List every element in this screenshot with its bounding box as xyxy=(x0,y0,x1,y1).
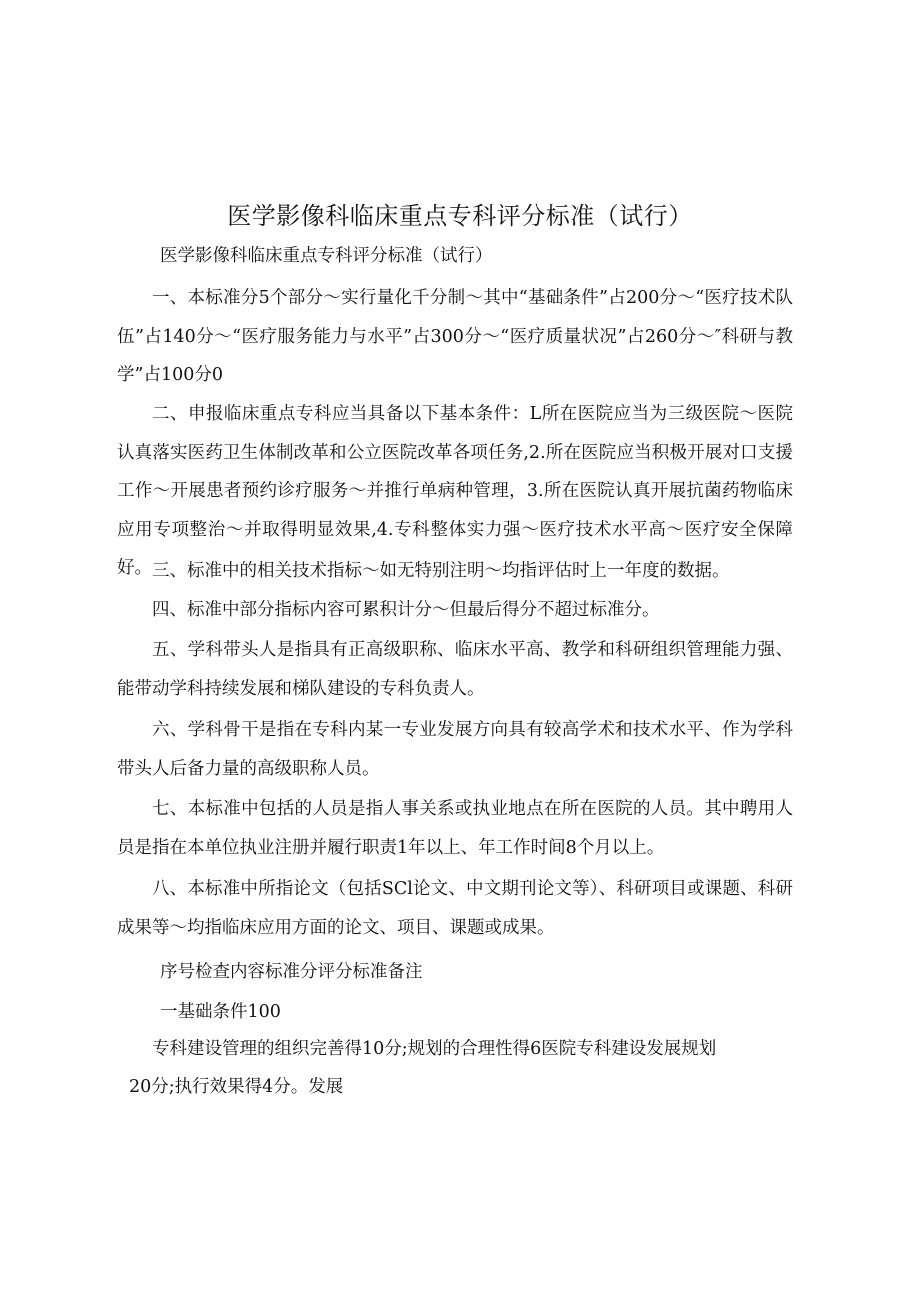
table-header-line: 序号检查内容标准分评分标准备注 xyxy=(160,962,423,982)
paragraph-discipline-leader: 五、学科带头人是指具有正高级职称、临床水平高、教学和科研组织管理能力强、能带动学科持续发展和梯队建设的专科负责人。 xyxy=(117,640,793,699)
paragraph-cumulative-scoring: 四、标准中部分指标内容可累积计分～但最后得分不超过标准分。 xyxy=(152,600,660,620)
table-row-line-2: 20分;执行效果得4分。发展 xyxy=(129,1077,344,1097)
paragraph-scoring-parts: 一、本标准分5个部分～实行量化千分制～其中“基础条件”占200分～“医疗技术队伍”占140分～“医疗服务能力与水平”占300分～“医疗质量状况”占260分～″科研与教学”占100分0 xyxy=(117,288,793,385)
section-row-basic-conditions: 一基础条件100 xyxy=(160,1002,281,1022)
paragraph-discipline-backbone: 六、学科骨干是指在专科内某一专业发展方向具有较高学术和技术水平、作为学科带头人后备力量的高级职称人员。 xyxy=(117,720,793,779)
paragraph-technical-indicators: 三、标准中的相关技术指标～如无特别注明～均指评估时上一年度的数据。 xyxy=(152,561,730,581)
paragraph-personnel-definition: 七、本标准中包括的人员是指人事关系或执业地点在所在医院的人员。其中聘用人员是指在本单位执业注册并履行职责1年以上、年工作时间8个月以上。 xyxy=(117,799,793,858)
document-subtitle: 医学影像科临床重点专科评分标准（试行） xyxy=(160,246,493,266)
document-title: 医学影像科临床重点专科评分标准（试行） xyxy=(227,202,693,231)
paragraph-papers-definition: 八、本标准中所指论文（包括SCl论文、中文期刊论文等）、科研项目或课题、科研成果等～均指临床应用方面的论文、项目、课题或成果。 xyxy=(117,879,793,938)
paragraph-basic-conditions: 二、申报临床重点专科应当具备以下基本条件：L所在医院应当为三级医院～医院认真落实医药卫生体制改革和公立医院改革各项任务,2.所在医院应当积极开展对口支援工作～开展患者预约诊疗服务～并推行单病种管理，3.所在医院认真开展抗菌药物临床应用专项整治～并取得明显效果,4.专科整体实力强～医疗技术水平高～医疗安全保障好。 xyxy=(117,404,793,578)
table-row-line-1: 专科建设管理的组织完善得10分;规划的合理性得6医院专科建设发展规划 xyxy=(152,1039,717,1059)
